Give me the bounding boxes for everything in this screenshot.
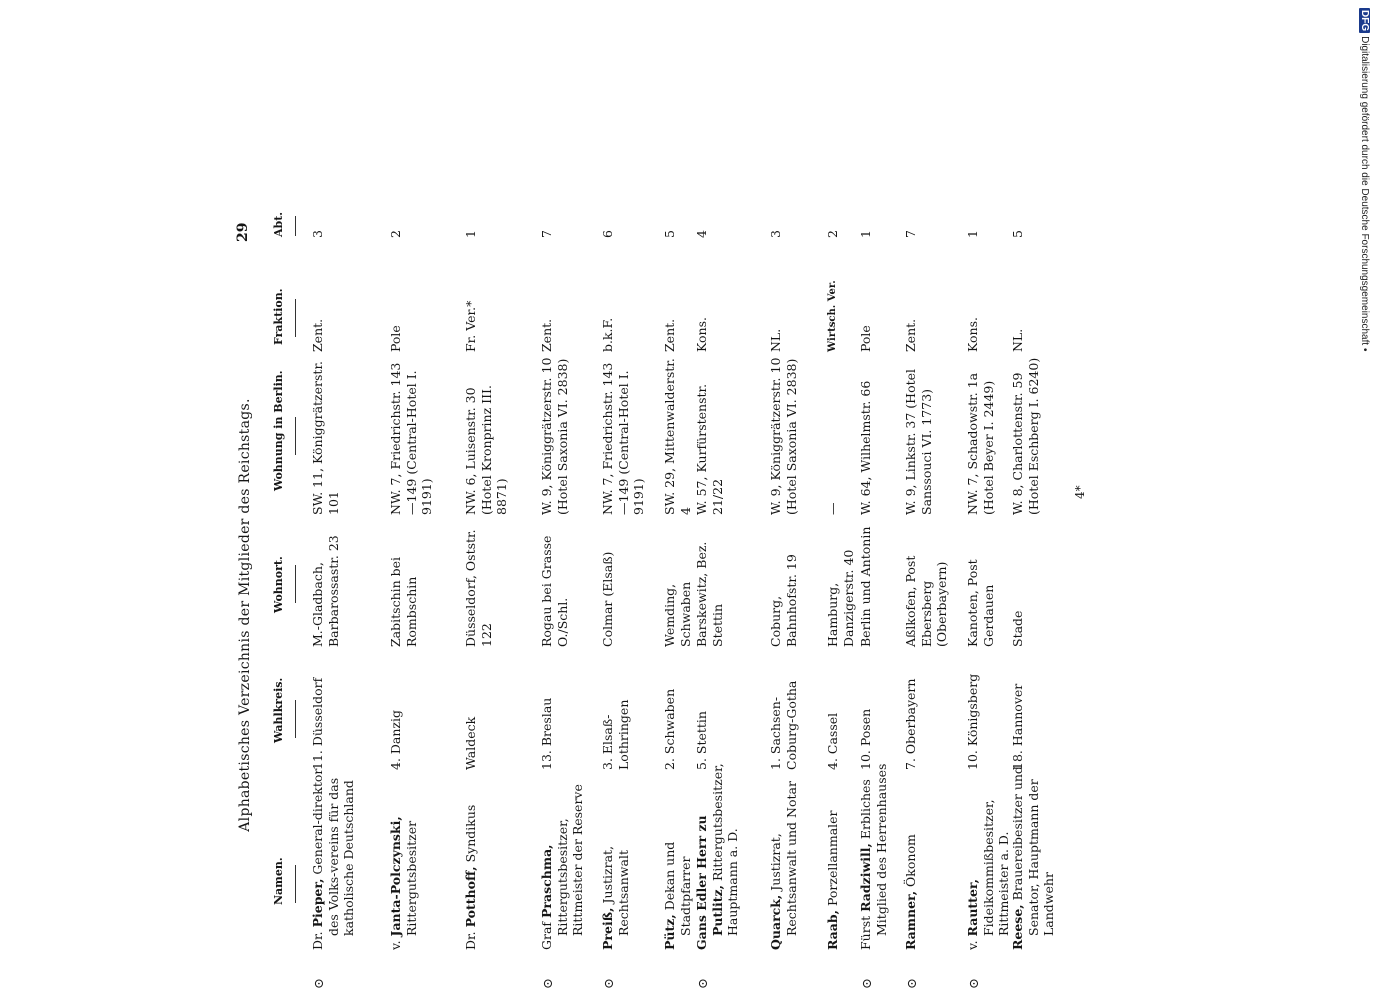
member-name xyxy=(310,761,357,950)
page-title: Alphabetisches Verzeichnis der Mitglieder des Reichstags. xyxy=(237,398,253,832)
member-description: General-direktor des Volks-vereins für das katholische Deutschland xyxy=(310,768,356,936)
member-wahlkreis: 11. Düsseldorf xyxy=(310,677,325,770)
member-wahlkreis: Waldeck xyxy=(463,716,478,770)
dfg-logo: DFG xyxy=(1359,10,1370,32)
header-wohnung: Wohnung in Berlin. xyxy=(272,370,285,491)
member-description: Justizrat, Rechtsanwalt xyxy=(600,845,631,936)
member-title: Dr. xyxy=(310,931,325,950)
header-name: Namen. xyxy=(272,857,285,905)
member-wohnort: Colmar (Elsaß) xyxy=(600,551,615,647)
member-fraktion: Wirtsch. Ver. xyxy=(827,280,838,352)
member-fraktion: Pole xyxy=(388,325,403,352)
member-wohnort: Stade xyxy=(1010,610,1025,647)
member-abteilung: 4 xyxy=(694,230,709,238)
header-rule xyxy=(295,299,296,337)
member-name xyxy=(903,761,919,950)
member-wohnung: NW. 7, Schadowstr. 1a (Hotel Beyer I. 2449) xyxy=(965,372,996,515)
member-abteilung: 3 xyxy=(310,230,325,238)
header-wahlkreis: Wahlkreis. xyxy=(272,677,285,743)
member-surname: Raab, xyxy=(825,910,840,950)
member-wahlkreis: 3. Elsaß-Lothringen xyxy=(600,699,631,770)
member-name xyxy=(694,761,741,950)
member-description: Dekan und Stadtpfarrer xyxy=(662,841,693,936)
header-rule xyxy=(295,417,296,455)
member-wohnung: W. 9, Königgrätzerstr. 10 (Hotel Saxonia VI. 2838) xyxy=(539,357,570,515)
member-wahlkreis: 1. Sachsen-Coburg-Gotha xyxy=(768,680,799,770)
member-fraktion: Zent. xyxy=(539,318,554,352)
member-description: Rittergutsbesitzer, Hauptmann a. D. xyxy=(709,763,740,936)
member-abteilung: 7 xyxy=(539,230,554,238)
member-surname: Radziwill, xyxy=(858,843,873,912)
member-wahlkreis: 7. Oberbayern xyxy=(903,678,918,770)
member-wahlkreis: 5. Stettin xyxy=(694,711,709,770)
member-fraktion: Zent. xyxy=(662,318,677,352)
member-fraktion: Zent. xyxy=(903,318,918,352)
member-wohnung: W. 8, Charlottenstr. 59 (Hotel Eschberg I. 6240) xyxy=(1010,357,1041,515)
member-abteilung: 1 xyxy=(463,230,478,238)
member-wohnort: Rogau bei Grasse O./Schl. xyxy=(539,535,570,647)
circle-marker-icon: ⊙ xyxy=(541,978,556,989)
member-wahlkreis: 18. Hannover xyxy=(1010,683,1025,770)
member-abteilung: 3 xyxy=(768,230,783,238)
member-name xyxy=(662,761,693,950)
member-wahlkreis: 10. Posen xyxy=(858,708,873,770)
member-description: Rittergutsbesitzer xyxy=(403,820,419,936)
member-description: Erbliches Mitglied des Herrenhauses xyxy=(858,763,889,936)
member-surname: Reese, xyxy=(1010,904,1025,950)
member-wahlkreis: 13. Breslau xyxy=(539,697,554,770)
member-wohnort: M.-Gladbach, Barbarossastr. 23 xyxy=(310,535,341,647)
member-wohnung: NW. 7, Friedrichstr. 143—149 (Central-Hotel I. 9191) xyxy=(600,362,646,515)
member-description: Ökonom xyxy=(903,834,918,887)
circle-marker-icon: ⊙ xyxy=(860,978,875,989)
member-title: Dr. xyxy=(463,931,478,950)
member-wohnung: SW. 29, Mittenwalderstr. 4 xyxy=(662,358,693,515)
member-abteilung: 1 xyxy=(858,230,873,238)
member-surname: Preiß, xyxy=(600,907,615,950)
member-wohnort: Aßlkofen, Post Ebersberg (Oberbayern) xyxy=(903,555,949,647)
member-wahlkreis: 4. Cassel xyxy=(825,712,840,770)
member-fraktion: Fr. Ver.* xyxy=(463,300,478,352)
member-wohnung: W. 9, Königgrätzerstr. 10 (Hotel Saxonia VI. 2838) xyxy=(768,357,799,515)
member-wohnort: Düsseldorf, Oststr. 122 xyxy=(463,529,494,647)
member-abteilung: 2 xyxy=(388,230,403,238)
document-page xyxy=(235,195,1105,989)
member-wohnung: W. 9, Linkstr. 37 (Hotel Sanssouci VI. 1773) xyxy=(903,368,934,515)
member-description: Brauereibesitzer und Senator, Hauptmann der Landwehr xyxy=(1010,766,1056,936)
member-fraktion: NL. xyxy=(1010,328,1025,352)
member-wohnort: Berlin und Antonin xyxy=(858,526,873,647)
header-wohnort: Wohnort. xyxy=(272,556,285,613)
member-surname: Ramner, xyxy=(903,890,918,950)
member-wahlkreis: 4. Danzig xyxy=(388,709,403,770)
member-abteilung: 5 xyxy=(662,230,677,238)
signature-mark: 4* xyxy=(1073,485,1087,499)
member-name xyxy=(825,761,841,950)
circle-marker-icon: ⊙ xyxy=(905,978,920,989)
member-description: Porzellanmaler xyxy=(825,810,840,907)
member-fraktion: Kons. xyxy=(965,317,980,352)
funding-note-text: Digitalisierung gefördert durch die Deutsche Forschungsgemeinschaft • xyxy=(1359,36,1370,352)
member-wohnung: — xyxy=(825,502,840,515)
member-description: Fideikommißbesitzer, Rittmeister a. D. xyxy=(980,799,1011,936)
circle-marker-icon: ⊙ xyxy=(696,978,711,989)
member-description: Rittergutsbesitzer, Rittmeister der Reserve xyxy=(554,784,585,936)
member-abteilung: 6 xyxy=(600,230,615,238)
member-wohnort: Wemding, Schwaben xyxy=(662,581,693,647)
funding-note xyxy=(1359,8,1370,351)
member-name xyxy=(768,761,799,950)
member-surname: Janta-Polczynski, xyxy=(388,816,403,937)
header-abteilung: Abt. xyxy=(272,211,285,237)
member-name xyxy=(858,761,889,950)
member-title: v. xyxy=(388,940,403,950)
header-rule xyxy=(295,565,296,603)
member-fraktion: Kons. xyxy=(694,317,709,352)
member-surname: Praschma, xyxy=(539,844,554,918)
member-fraktion: Pole xyxy=(858,325,873,352)
member-title: v. xyxy=(965,940,980,950)
member-title: Fürst xyxy=(858,915,873,950)
circle-marker-icon: ⊙ xyxy=(312,978,327,989)
member-description: Justizrat, Rechtsanwalt und Notar xyxy=(768,781,799,936)
member-surname: Gans Edler Herr zu Putlitz, xyxy=(694,815,725,950)
header-rule xyxy=(295,216,296,236)
member-wohnort: Zabitschin bei Rombschin xyxy=(388,556,419,647)
header-fraktion: Fraktion. xyxy=(272,288,285,345)
member-name xyxy=(539,761,586,950)
member-fraktion: NL. xyxy=(768,328,783,352)
member-wohnung: W. 64, Wilhelmstr. 66 xyxy=(858,380,873,515)
member-wohnung: W. 57, Kurfürstenstr. 21/22 xyxy=(694,383,725,515)
member-fraktion: Zent. xyxy=(310,318,325,352)
member-abteilung: 1 xyxy=(965,230,980,238)
member-wohnung: NW. 7, Friedrichstr. 143—149 (Central-Hotel I. 9191) xyxy=(388,362,434,515)
member-wahlkreis: 10. Königsberg xyxy=(965,673,980,770)
member-abteilung: 7 xyxy=(903,230,918,238)
member-abteilung: 2 xyxy=(825,230,840,238)
member-wohnort: Coburg, Bahnhofstr. 19 xyxy=(768,554,799,647)
member-wahlkreis: 2. Schwaben xyxy=(662,688,677,770)
member-name xyxy=(600,761,631,950)
member-surname: Potthoff, xyxy=(463,866,478,928)
member-description: Syndikus xyxy=(463,804,478,863)
member-wohnort: Kanoten, Post Gerdauen xyxy=(965,559,996,647)
page-number: 29 xyxy=(235,222,251,242)
header-rule xyxy=(295,865,296,903)
member-wohnort: Barskewitz, Bez. Stettin xyxy=(694,541,725,647)
member-name xyxy=(1010,761,1057,950)
member-title: Graf xyxy=(539,921,554,950)
member-surname: Quarck, xyxy=(768,894,783,950)
member-fraktion: b.k.F. xyxy=(600,317,615,352)
member-wohnung: SW. 11, Königgrätzerstr. 101 xyxy=(310,360,341,515)
member-surname: Pieper, xyxy=(310,878,325,928)
circle-marker-icon: ⊙ xyxy=(602,978,617,989)
member-name xyxy=(965,761,1012,950)
member-wohnung: NW. 6, Luisenstr. 30 (Hotel Kronprinz III. 8871) xyxy=(463,385,509,515)
member-wohnort: Hamburg, Danzigerstr. 40 xyxy=(825,549,856,647)
circle-marker-icon: ⊙ xyxy=(967,978,982,989)
member-abteilung: 5 xyxy=(1010,230,1025,238)
member-name xyxy=(463,761,479,950)
member-name xyxy=(388,761,419,950)
header-rule xyxy=(295,700,296,738)
member-surname: Rautter, xyxy=(965,879,980,937)
member-surname: Pütz, xyxy=(662,914,677,950)
